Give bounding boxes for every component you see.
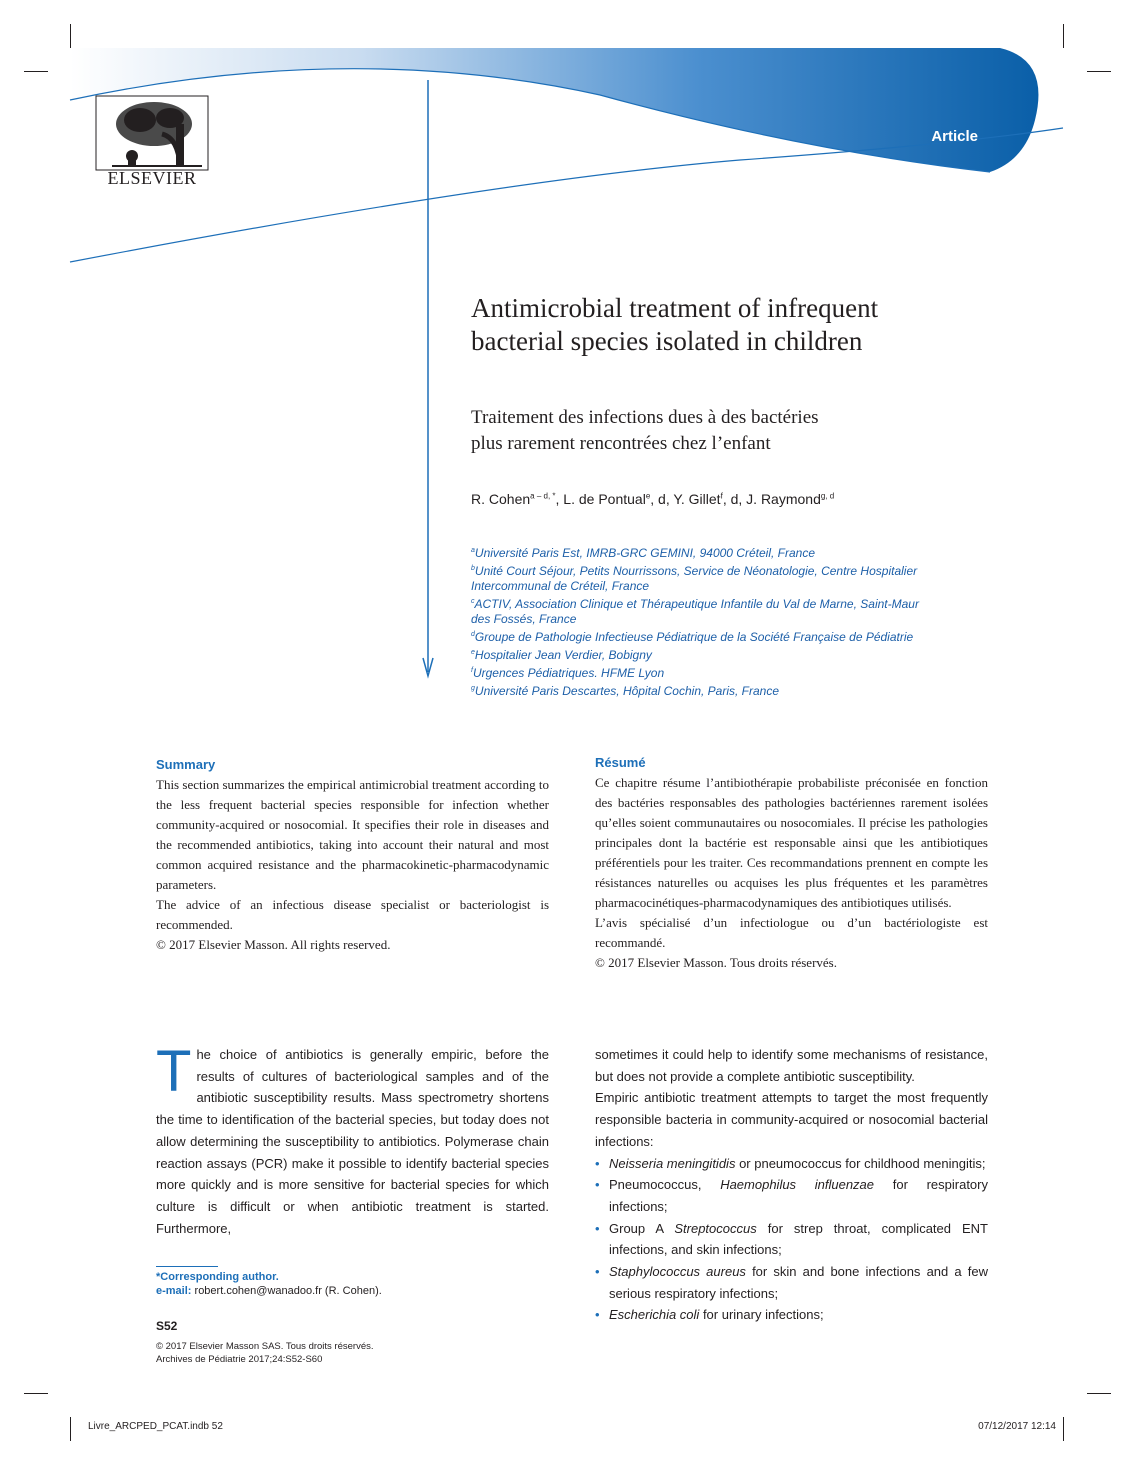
body-paragraph: Empiric antibiotic treatment attempts to target the most frequently responsible bacteria in community-acquired or nosocomial bacterial infections:	[595, 1090, 988, 1149]
resume-paragraph: L’avis spécialisé d’un infectiologue ou d’un bactériologiste est recommandé.	[595, 915, 988, 950]
affiliation-item: $^a$Université Paris Est, IMRB-GRC GEMINI, 94000 Créteil, France	[471, 546, 815, 560]
bullet-item: • Escherichia coli for urinary infections;	[595, 1304, 988, 1326]
article-title	[471, 292, 1031, 358]
corresponding-author-note: *Corresponding author.	[156, 1271, 279, 1283]
author-name: Y. Gillet	[673, 491, 721, 507]
resume-copyright: © 2017 Elsevier Masson. Tous droits réservés.	[595, 955, 837, 970]
author-affiliation-sup: f	[720, 491, 723, 501]
affiliation-item: $^c$ACTIV, Association Clinique et Thérapeutique Infantile du Val de Marne, Saint-Maur	[471, 597, 919, 611]
crop-mark	[1087, 1393, 1111, 1394]
bullet-icon: •	[595, 1307, 600, 1323]
affiliation-item: $^d$Groupe de Pathologie Infectieuse Pédiatrique de la Société Française de Pédiatrie	[471, 630, 914, 644]
footnote-divider	[156, 1266, 218, 1267]
affiliation-item: Intercommunal de Créteil, France	[471, 579, 650, 593]
drop-cap: T	[156, 1039, 192, 1104]
resume-section	[595, 755, 988, 973]
author-separator: , d,	[722, 491, 747, 507]
author-name: J. Raymond	[746, 491, 821, 507]
body-paragraph: sometimes it could help to identify some mechanisms of resistance, but does not provide a complete antibiotic susceptibility.	[595, 1047, 988, 1084]
publisher-name: ELSEVIER	[107, 168, 197, 188]
bullet-item: • Group A Streptococcus for strep throat, complicated ENT infections, and skin infections;	[595, 1218, 988, 1261]
author-separator: ,	[555, 491, 564, 507]
summary-section	[156, 757, 549, 955]
bullet-item: • Neisseria meningitidis or pneumococcus for childhood meningitis;	[595, 1153, 988, 1175]
french-title-line: plus rarement rencontrées chez l’enfant	[471, 433, 771, 454]
affiliation-item: $^e$Hospitalier Jean Verdier, Bobigny	[471, 648, 652, 662]
bullet-icon: •	[595, 1220, 600, 1236]
author-name: R. Cohen	[471, 491, 531, 507]
author-affiliation-sup: g, d	[820, 491, 835, 501]
article-title-line: Antimicrobial treatment of infrequent	[471, 293, 879, 323]
crop-mark	[70, 1417, 71, 1441]
crop-mark	[24, 1393, 48, 1394]
summary-text	[156, 775, 549, 955]
author-name: L. de Pontual	[563, 491, 646, 507]
page-number: S52	[156, 1319, 178, 1333]
corresponding-email	[156, 1285, 382, 1297]
email-label: e-mail:	[156, 1285, 192, 1297]
section-label: Article	[931, 128, 978, 145]
summary-paragraph: The advice of an infectious disease specialist or bacteriologist is recommended.	[156, 897, 549, 932]
print-slug-timestamp: 07/12/2017 12:14	[978, 1421, 1056, 1432]
body-column-left	[156, 1039, 549, 1239]
affiliation-item: $^f$Urgences Pédiatriques. HFME Lyon	[471, 666, 665, 680]
email-value: robert.cohen@wanadoo.fr (R. Cohen).	[191, 1285, 382, 1297]
summary-paragraph: This section summarizes the empirical antimicrobial treatment according to the less frequent bacterial species responsible for infection whether community-acquired or nosocomial. It specifies their role in diseases and the recommended antibiotics, taking into account their natural and most common acquired resistance and the pharmacokinetic-pharmacodynamic parameters.	[156, 777, 549, 892]
author-list	[471, 491, 1031, 507]
affiliation-list	[471, 543, 971, 699]
bullet-icon: •	[595, 1264, 600, 1280]
resume-paragraph: Ce chapitre résume l’antibiothérapie probabiliste préconisée en fonction des bactéries responsables des pathologies bactériennes rarement isolées qu’elles soient communautaires ou nosocomiales. Il précise les pathologies principales dont la bactérie est responsable ainsi que les antibiotiques préférentiels pour les traiter. Ces recommandations prennent en compte les résistances naturelles ou acquises les plus fréquentes et les paramètres pharmacocinétiques-pharmacodynamiques des antibiotiques utilisés.	[595, 775, 988, 910]
article-title-line: bacterial species isolated in children	[471, 326, 863, 356]
summary-copyright: © 2017 Elsevier Masson. All rights reserved.	[156, 937, 391, 952]
vertical-arrow-icon	[420, 80, 436, 680]
affiliation-item: $^b$Unité Court Séjour, Petits Nourrissons, Service de Néonatologie, Centre Hospitalier	[471, 564, 918, 578]
author-separator: , d,	[650, 491, 674, 507]
author-affiliation-sup: a – d, *	[530, 491, 556, 501]
resume-heading: Résumé	[595, 755, 646, 770]
bullet-item: • Pneumococcus, Haemophilus influenzae for respiratory infections;	[595, 1174, 988, 1217]
footer-copyright	[156, 1340, 374, 1366]
crop-mark	[1063, 1417, 1064, 1441]
print-slug-filename: Livre_ARCPED_PCAT.indb 52	[88, 1421, 223, 1432]
bullet-icon: •	[595, 1177, 600, 1193]
article-title-french	[471, 405, 1031, 457]
author-affiliation-sup: e	[645, 491, 651, 501]
resume-text	[595, 773, 988, 973]
french-title-line: Traitement des infections dues à des bactéries	[471, 407, 819, 428]
affiliation-item: $^g$Université Paris Descartes, Hôpital Cochin, Paris, France	[471, 684, 780, 698]
summary-heading: Summary	[156, 757, 216, 772]
body-column-right	[595, 1044, 988, 1326]
body-paragraph: The choice of antibiotics is generally empiric, before the results of cultures of bacteriological samples and of the antibiotic susceptibility results. Mass spectrometry shortens the time to identification of the bacterial species, but today does not allow determining the susceptibility to antibiotics. Polymerase chain reaction assays (PCR) make it possible to identify bacterial species more quickly and is more sensitive for bacterial species for which culture is difficult or when antibiotic treatment is started. Furthermore,	[156, 1039, 549, 1236]
bullet-icon: •	[595, 1155, 600, 1171]
journal-citation: Archives de Pédiatrie 2017;24:S52-S60	[156, 1354, 323, 1365]
bullet-item: • Staphylococcus aureus for skin and bone infections and a few serious respiratory infections;	[595, 1261, 988, 1304]
affiliation-item: des Fossés, France	[471, 612, 577, 626]
copyright-line: © 2017 Elsevier Masson SAS. Tous droits réservés.	[156, 1341, 374, 1352]
